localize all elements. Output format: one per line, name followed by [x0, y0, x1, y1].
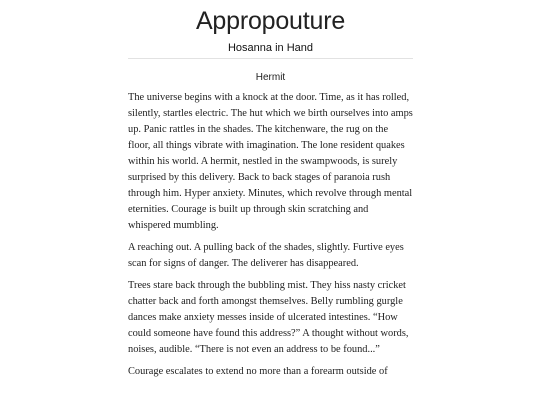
- post-paragraph: A reaching out. A pulling back of the shades, slightly. Furtive eyes scan for signs of danger. The deliverer has disappeared.: [128, 242, 404, 269]
- site-subtitle: Hosanna in Hand: [227, 42, 313, 54]
- site-title[interactable]: Appropouture: [195, 7, 346, 35]
- post-paragraph: The universe begins with a knock at the door. Time, as it has rolled, silently, startles electric. The hut which we birth ourselves into amps up. Panic rattles in the shades. The kitchenware, the rug on the floor, all things vibrate with imagination. The lone resident quakes within his world. A hermit, nestled in the swampwoods, is surely surprised by this delivery. Back to back stages of paranoia rush through him. Hyper anxiety. Minutes, which revolve through mental eternities. Courage is built up through skin scratching and whispered mumbling.: [128, 92, 413, 231]
- post-paragraph: Trees stare back through the bubbling mist. They hiss nasty cricket chatter back and forth amongst themselves. Belly rumbling gurgle dances make anxiety messes inside of ulcerated intestines. “How could someone have found this address?” A thought without words, noises, audible. “There is not even an address to be found...”: [128, 280, 409, 355]
- post-title[interactable]: Hermit: [255, 72, 286, 83]
- post-body: [128, 90, 413, 380]
- header-divider: [128, 58, 413, 59]
- page-column: [128, 0, 413, 386]
- post-paragraph: Courage escalates to extend no more than a forearm outside of: [128, 366, 388, 377]
